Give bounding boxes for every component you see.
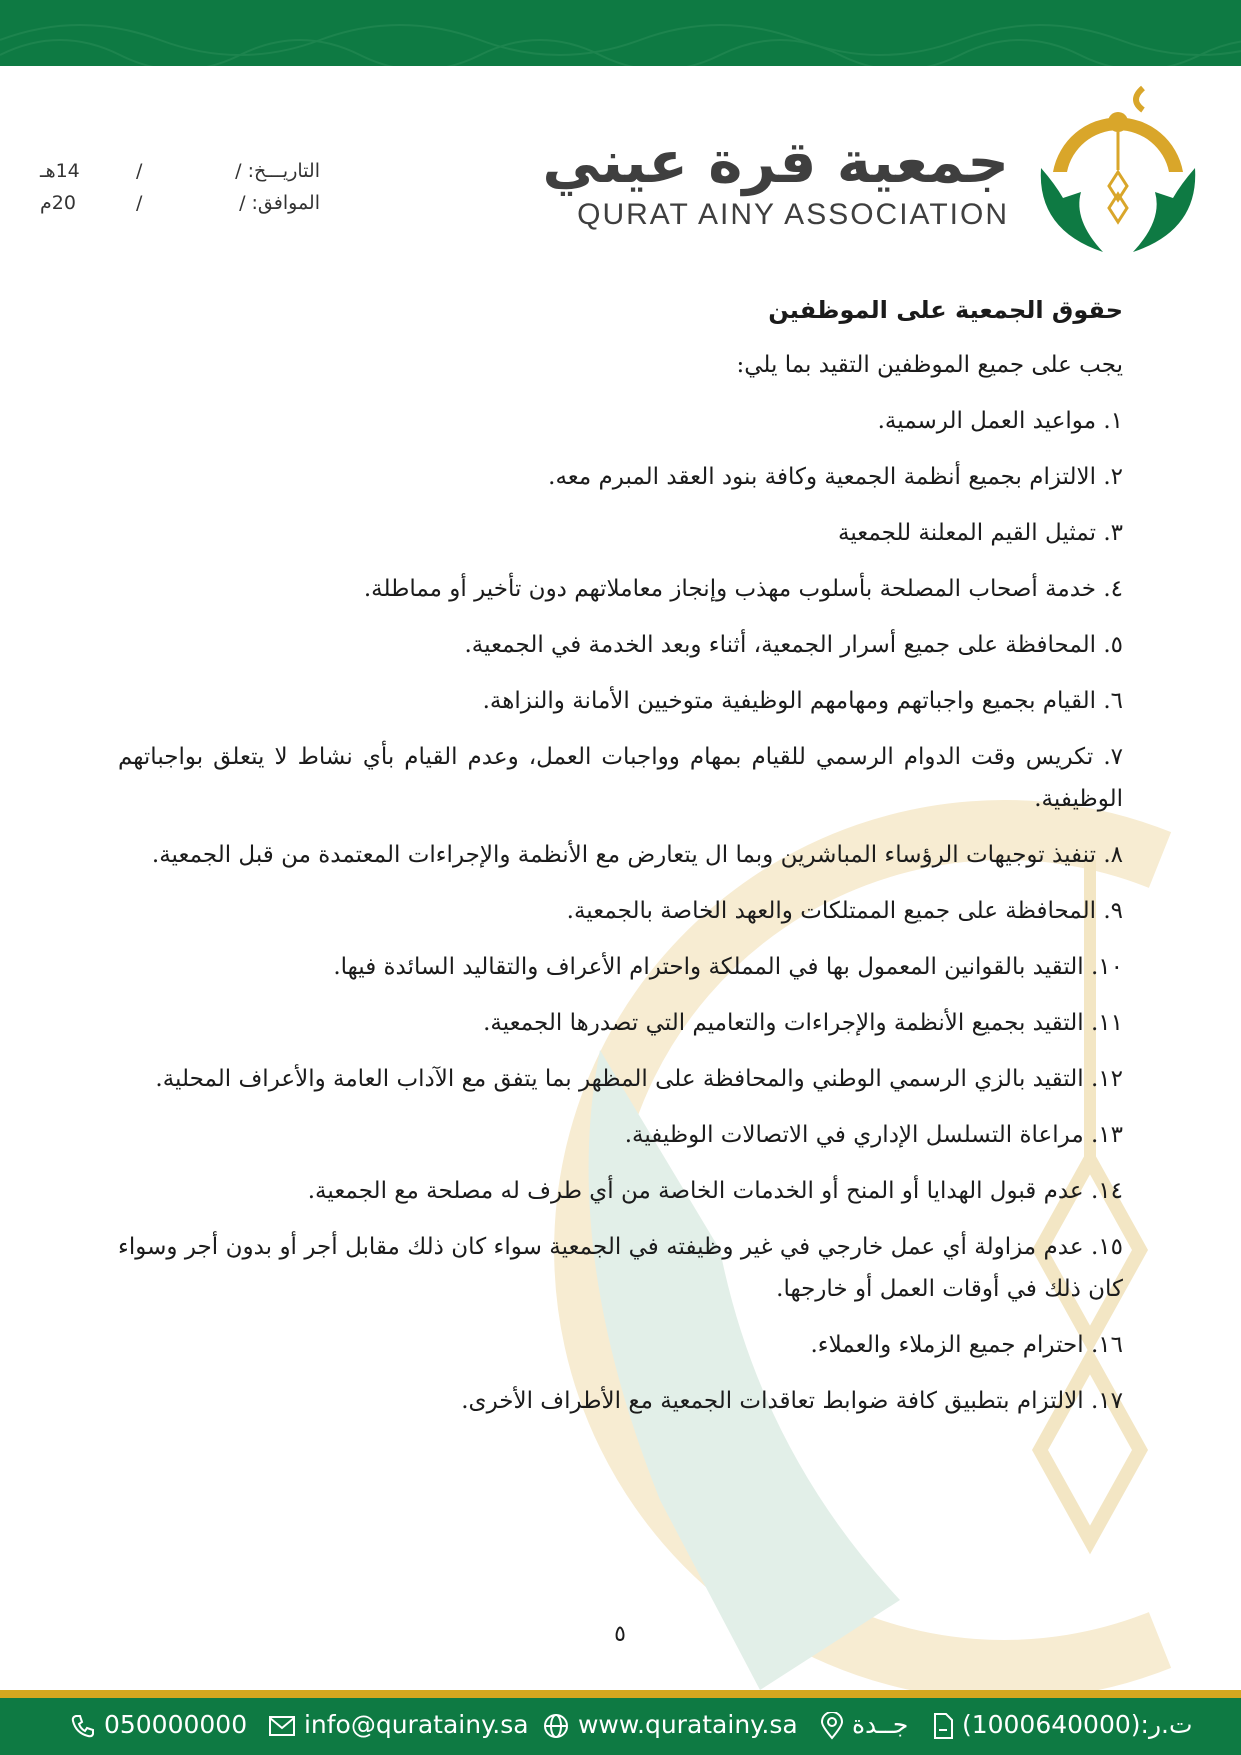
- document-body: [118, 290, 1123, 1436]
- document-intro: يجب على جميع الموظفين التقيد بما يلي:: [736, 352, 1123, 378]
- obligations-list: [118, 400, 1123, 1422]
- website-link[interactable]: [542, 1710, 798, 1740]
- list-item: ١١. التقيد بجميع الأنظمة والإجراءات والتعاميم التي تصدرها الجمعية.: [483, 1010, 1123, 1036]
- organization-name-arabic: جمعية قرة عيني: [542, 128, 1009, 196]
- list-item: ١٧. الالتزام بتطبيق كافة ضوابط تعاقدات الجمعية مع الأطراف الأخرى.: [461, 1388, 1123, 1414]
- registration-info: [932, 1710, 1193, 1740]
- hijri-date-row: [40, 160, 320, 192]
- registration-number: ت.ر:(1000640000): [961, 1710, 1193, 1739]
- email-contact[interactable]: [268, 1710, 529, 1739]
- location-pin-icon: [820, 1712, 844, 1740]
- hands-crescent-logo-icon: [1033, 80, 1203, 260]
- hijri-date-label: التاريـــخ: /: [235, 160, 320, 182]
- list-item: ١٢. التقيد بالزي الرسمي الوطني والمحافظة على المظهر بما يتفق مع الآداب العامة والأعراف المحلية.: [155, 1066, 1123, 1092]
- phone-number: 050000000: [103, 1710, 248, 1739]
- hijri-year: 14هـ: [40, 160, 80, 182]
- document-icon: [932, 1712, 954, 1740]
- document-title: حقوق الجمعية على الموظفين: [768, 296, 1123, 324]
- date-separator: /: [136, 192, 143, 214]
- list-item: ١٥. عدم مزاولة أي عمل خارجي في غير وظيفته في الجمعية سواء كان ذلك مقابل أجر أو بدون أجر وسواء كان ذلك في أوقات العمل أو خارجها.: [118, 1234, 1123, 1302]
- list-item: ٤. خدمة أصحاب المصلحة بأسلوب مهذب وإنجاز معاملاتهم دون تأخير أو مماطلة.: [363, 576, 1123, 602]
- list-item: ١٠. التقيد بالقوانين المعمول بها في المملكة واحترام الأعراف والتقاليد السائدة فيها.: [333, 954, 1123, 980]
- list-item: ٥. المحافظة على جميع أسرار الجمعية، أثناء وبعد الخدمة في الجمعية.: [464, 632, 1123, 658]
- list-item: ٣. تمثيل القيم المعلنة للجمعية: [837, 520, 1123, 546]
- email-address: info@quratainy.sa: [303, 1710, 529, 1739]
- list-item: ٦. القيام بجميع واجباتهم ومهامهم الوظيفية متوخيين الأمانة والنزاهة.: [482, 688, 1123, 714]
- list-item: ١. مواعيد العمل الرسمية.: [877, 408, 1123, 434]
- gregorian-date-label: الموافق: /: [239, 192, 320, 214]
- phone-contact[interactable]: [70, 1710, 247, 1739]
- gregorian-year: 20م: [40, 192, 76, 214]
- footer-gold-line: [0, 1690, 1241, 1698]
- globe-icon: [542, 1712, 570, 1740]
- mail-icon: [268, 1715, 296, 1737]
- list-item: ١٦. احترام جميع الزملاء والعملاء.: [810, 1332, 1123, 1358]
- list-item: ٧. تكريس وقت الدوام الرسمي للقيام بمهام وواجبات العمل، وعدم القيام بأي نشاط لا يتعلق بواجباتهم الوظيفية.: [118, 744, 1123, 812]
- list-item: ٨. تنفيذ توجيهات الرؤساء المباشرين وبما ال يتعارض مع الأنظمة والإجراءات المعتمدة من قبل الجمعية.: [151, 842, 1123, 868]
- list-item: ١٣. مراعاة التسلسل الإداري في الاتصالات الوظيفية.: [624, 1122, 1123, 1148]
- list-item: ٢. الالتزام بجميع أنظمة الجمعية وكافة بنود العقد المبرم معه.: [548, 464, 1123, 490]
- date-block: [40, 160, 320, 224]
- list-item: ١٤. عدم قبول الهدايا أو المنح أو الخدمات الخاصة من أي طرف له مصلحة مع الجمعية.: [307, 1178, 1123, 1204]
- organization-name-english: QURAT AINY ASSOCIATION: [577, 198, 1009, 231]
- website-url: www.quratainy.sa: [577, 1710, 798, 1739]
- location-info: [820, 1710, 908, 1740]
- list-item: ٩. المحافظة على جميع الممتلكات والعهد الخاصة بالجمعية.: [566, 898, 1123, 924]
- phone-icon: [70, 1713, 96, 1739]
- city-name: جــدة: [851, 1710, 909, 1739]
- page-number: ٥: [614, 1622, 626, 1647]
- date-separator: /: [136, 160, 143, 182]
- gregorian-date-row: [40, 192, 320, 224]
- footer-bar: [0, 1698, 1241, 1755]
